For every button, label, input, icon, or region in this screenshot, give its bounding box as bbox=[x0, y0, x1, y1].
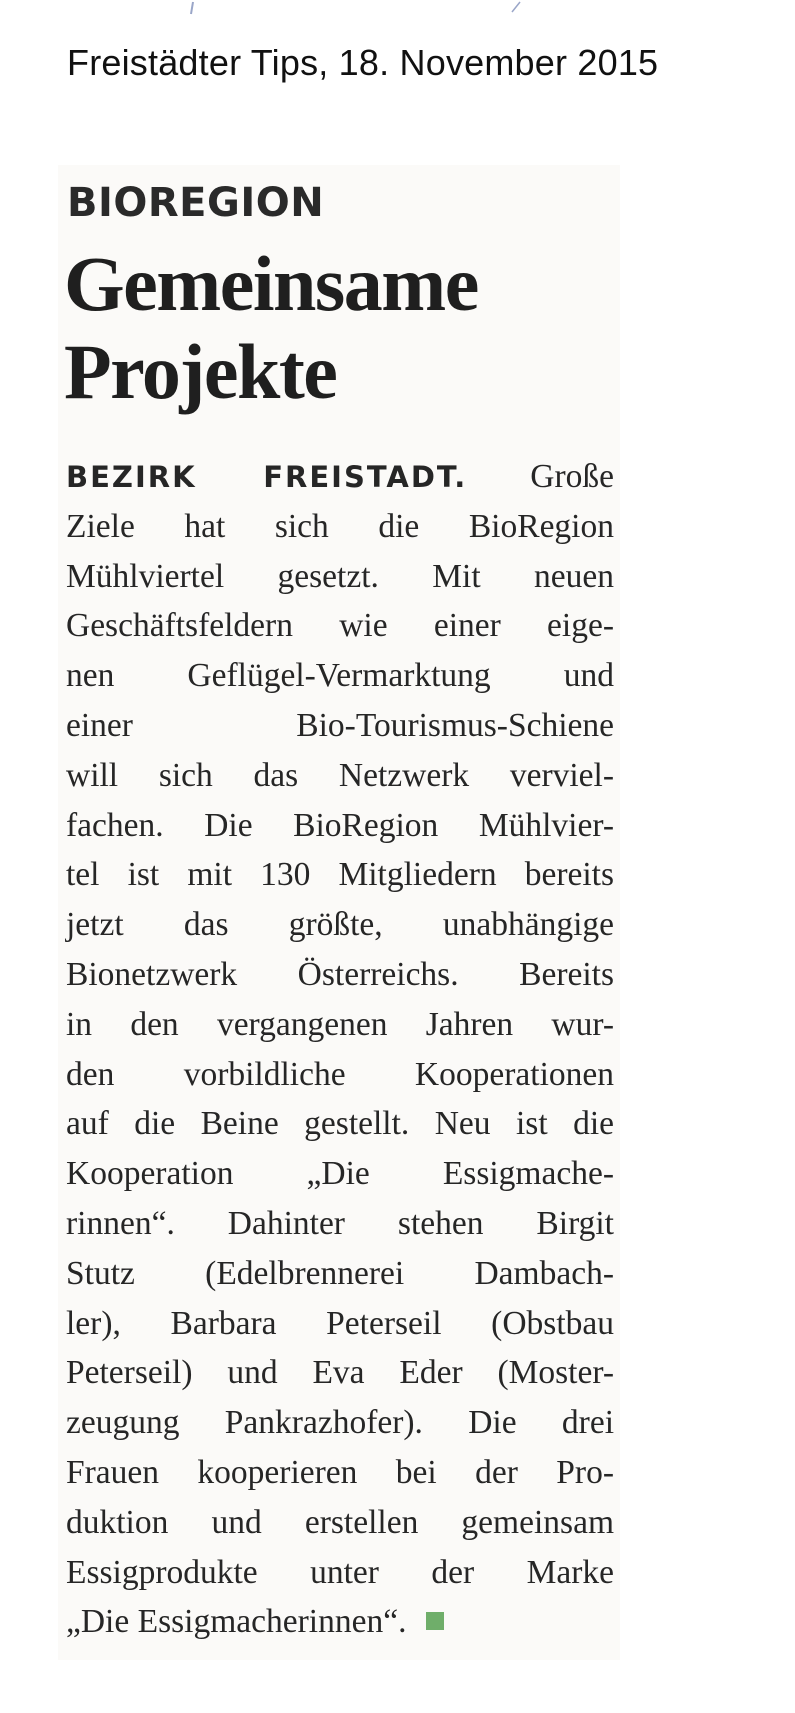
body-line: Geschäftsfeldern wie einer eige- bbox=[66, 607, 614, 645]
headline-line: Gemeinsame bbox=[64, 240, 478, 327]
body-line: nen Geflügel-Vermarktung und bbox=[66, 657, 614, 695]
body-line: Essigprodukte unter der Marke bbox=[66, 1553, 614, 1591]
body-line: Peterseil) und Eva Eder (Moster- bbox=[66, 1354, 614, 1392]
scan-marks bbox=[0, 0, 795, 30]
body-line: in den vergangenen Jahren wur- bbox=[66, 1005, 614, 1043]
end-mark-icon bbox=[426, 1612, 444, 1630]
body-line: ler), Barbara Peterseil (Obstbau bbox=[66, 1304, 614, 1342]
article-body bbox=[66, 452, 614, 1647]
source-caption: Freistädter Tips, 18. November 2015 bbox=[67, 42, 659, 83]
body-line: duktion und erstellen gemeinsam bbox=[66, 1503, 614, 1541]
body-line: „Die Essigmacherinnen“. bbox=[66, 1597, 614, 1647]
headline-line: Projekte bbox=[64, 328, 337, 415]
body-line: fachen. Die BioRegion Mühlvier- bbox=[66, 806, 614, 844]
body-line: Mühlviertel gesetzt. Mit neuen bbox=[66, 557, 614, 595]
body-line: Frauen kooperieren bei der Pro- bbox=[66, 1453, 614, 1491]
article-lead: BEZIRK FREISTADT. bbox=[66, 460, 468, 494]
body-line: jetzt das größte, unabhängige bbox=[66, 906, 614, 944]
body-line: zeugung Pankrazhofer). Die drei bbox=[66, 1404, 614, 1442]
body-line: tel ist mit 130 Mitgliedern bereits bbox=[66, 856, 614, 894]
body-line: Bionetzwerk Österreichs. Bereits bbox=[66, 955, 614, 993]
body-line: Kooperation „Die Essigmache- bbox=[66, 1155, 614, 1193]
body-line: will sich das Netzwerk verviel- bbox=[66, 756, 614, 794]
body-line: auf die Beine gestellt. Neu ist die bbox=[66, 1105, 614, 1143]
body-line: Stutz (Edelbrennerei Dambach- bbox=[66, 1254, 614, 1292]
body-line: Ziele hat sich die BioRegion bbox=[66, 507, 614, 545]
body-line: einer Bio-Tourismus-Schiene bbox=[66, 706, 614, 744]
article-kicker: BIOREGION bbox=[67, 180, 325, 226]
body-line: rinnen“. Dahinter stehen Birgit bbox=[66, 1204, 614, 1242]
article-headline bbox=[64, 240, 478, 416]
body-line: BEZIRK FREISTADT. Große bbox=[66, 458, 615, 495]
body-line: den vorbildliche Kooperationen bbox=[66, 1055, 614, 1093]
